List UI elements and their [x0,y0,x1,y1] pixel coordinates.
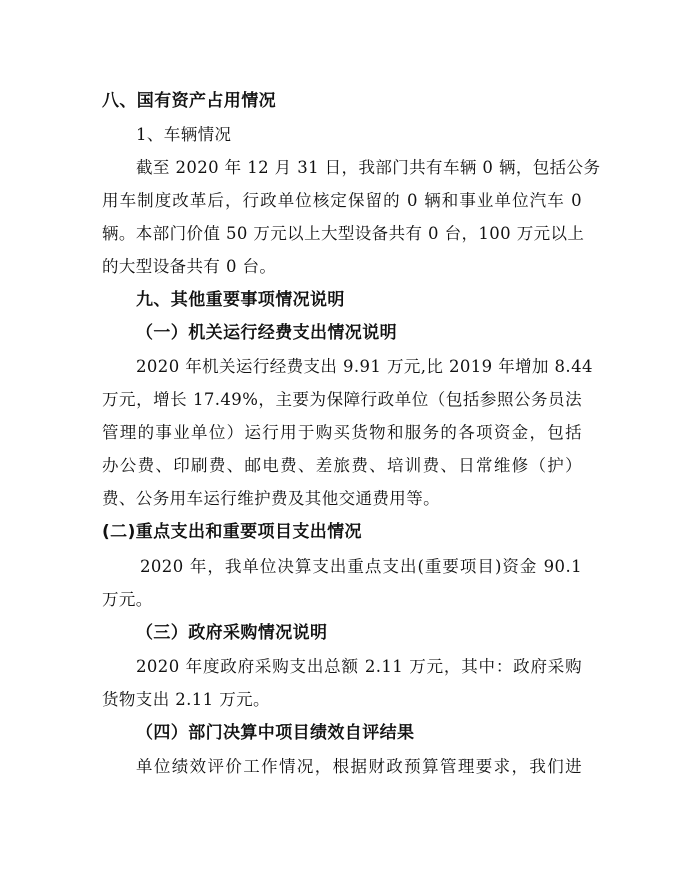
paragraph-line: 办公费、印刷费、邮电费、差旅费、培训费、日常维修（护） [102,456,582,475]
paragraph-line: 万元，增长 17.49%，主要为保障行政单位（包括参照公务员法 [102,390,582,409]
subsection-heading-key-expenditure: (二)重点支出和重要项目支出情况 [102,522,362,542]
paragraph-line: 2020 年机关运行经费支出 9.91 万元,比 2019 年增加 8.44 [136,357,593,376]
paragraph-line: 截至 2020 年 12 月 31 日，我部门共有车辆 0 辆，包括公务 [136,158,601,177]
section-heading-other: 九、其他重要事项情况说明 [136,290,345,310]
section-heading-assets: 八、国有资产占用情况 [102,91,276,111]
paragraph-line: 管理的事业单位）运行用于购买货物和服务的各项资金，包括 [102,423,582,442]
subsection-vehicles: 1、车辆情况 [136,125,232,144]
paragraph-line: 辆。本部门价值 50 万元以上大型设备共有 0 台，100 万元以上 [102,224,585,243]
paragraph-line: 万元。 [102,590,153,609]
subsection-heading-operating-costs: （一）机关运行经费支出情况说明 [136,323,397,343]
paragraph-line: 货物支出 2.11 万元。 [102,690,270,709]
subsection-heading-performance: （四）部门决算中项目绩效自评结果 [136,723,415,743]
paragraph-line: 2020 年度政府采购支出总额 2.11 万元，其中：政府采购 [136,657,582,676]
paragraph-line: 费、公务用车运行维护费及其他交通费用等。 [102,489,440,508]
paragraph-line: 单位绩效评价工作情况，根据财政预算管理要求，我们进 [136,757,582,776]
paragraph-line: 用车制度改革后，行政单位核定保留的 0 辆和事业单位汽车 0 [102,191,582,210]
paragraph-line: 的大型设备共有 0 台。 [102,257,277,276]
subsection-heading-procurement: （三）政府采购情况说明 [136,623,328,643]
paragraph-line: 2020 年，我单位决算支出重点支出(重要项目)资金 90.1 [140,557,582,576]
